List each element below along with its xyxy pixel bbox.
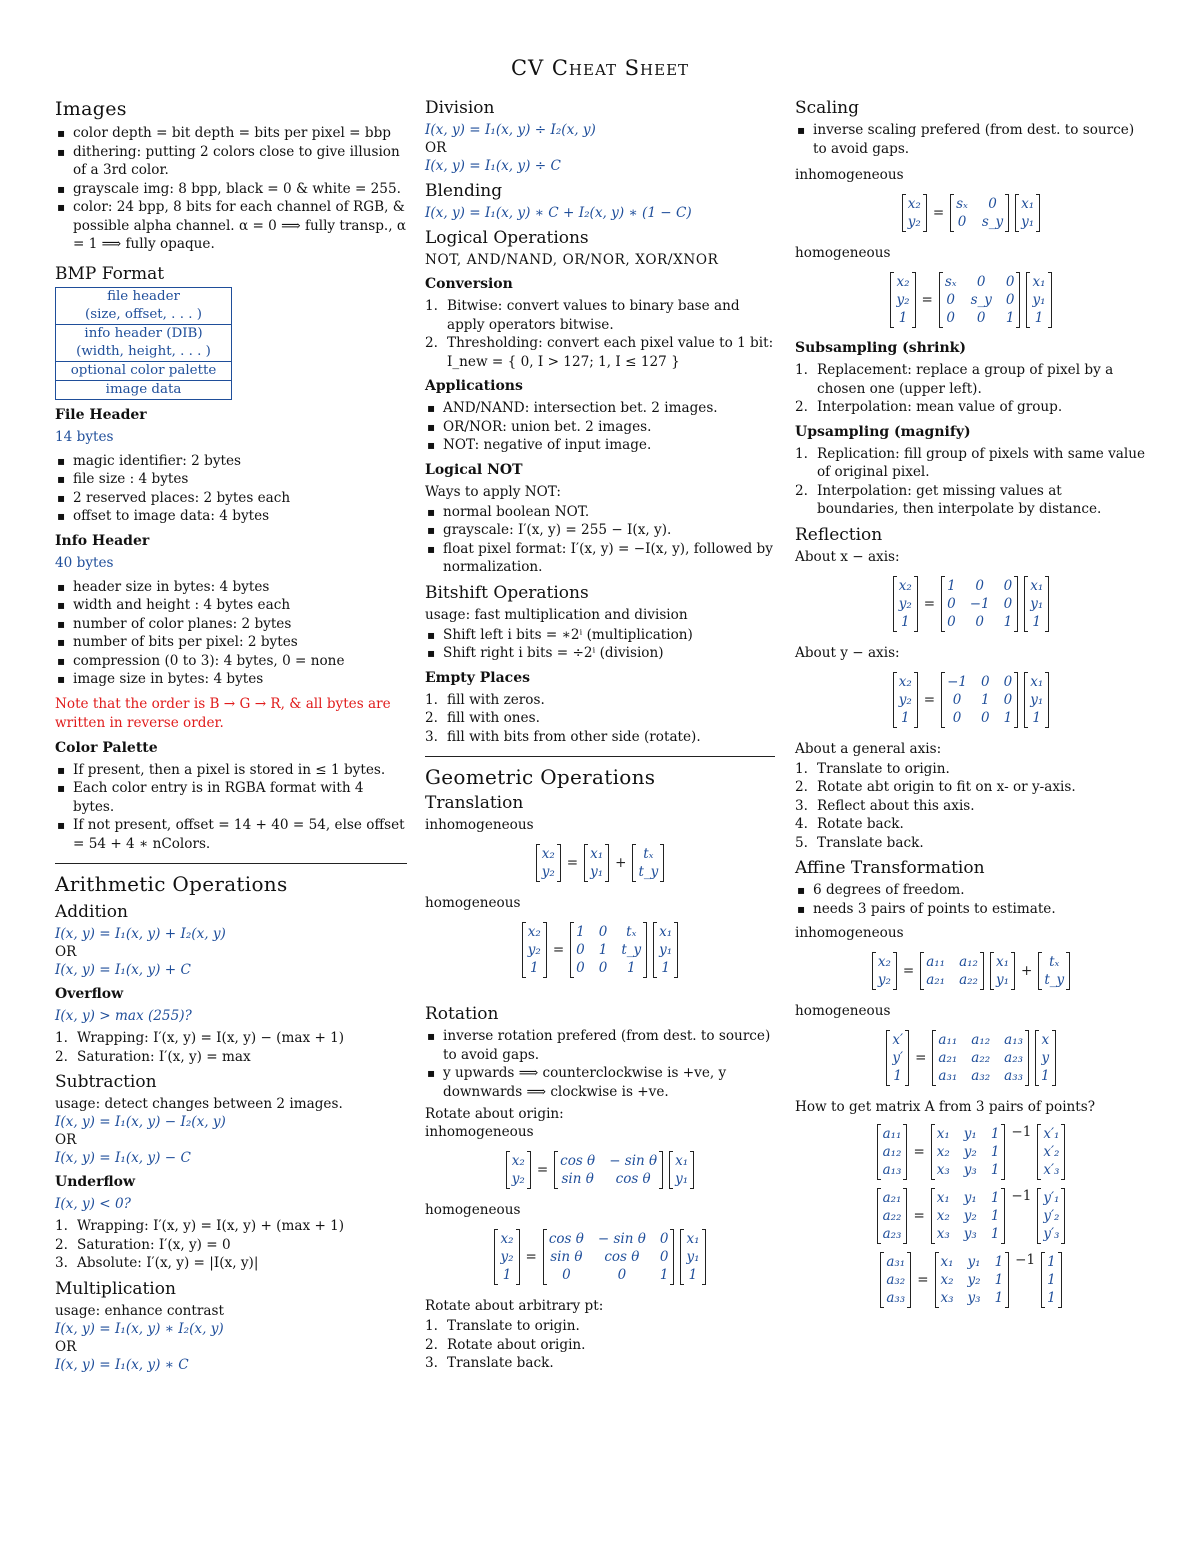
list-item: ▪ number of color planes: 2 bytes bbox=[73, 615, 407, 634]
equation: I(x, y) = I₁(x, y) ÷ I₂(x, y) bbox=[425, 122, 596, 138]
bmp-info-header-box: info header (DIB) (width, height, . . . ) bbox=[56, 325, 231, 362]
equation: I(x, y) = I₁(x, y) ∗ C + I₂(x, y) ∗ (1 − C) bbox=[425, 205, 692, 221]
column-2 bbox=[425, 98, 775, 1377]
homogeneous-label: homogeneous bbox=[795, 245, 891, 261]
equation: I(x, y) = I₁(x, y) + C bbox=[55, 962, 191, 978]
or-text: OR bbox=[55, 1132, 77, 1148]
list-item: ▪ inverse rotation prefered (from dest. to source) to avoid gaps. bbox=[443, 1027, 775, 1064]
paragraph-heading: Color Palette bbox=[55, 739, 158, 756]
subsection-heading: Logical Operations bbox=[425, 228, 589, 248]
reflection-x-equation: x₂ y₂ 1 = 1 0 0 0 −1 0 0 0 1 x₁ y₁ 1 bbox=[795, 576, 1147, 632]
equation: I(x, y) = I₁(x, y) ÷ C bbox=[425, 158, 561, 174]
list-item: 2. Rotate abt origin to fit on x- or y-axis. bbox=[795, 779, 1076, 795]
affine-homogeneous-equation: x′ y′ 1 = a₁₁ a₁₂ a₁₃ a₂₁ a₂₂ a₂₃ a₃₁ a₃₂ a₃₃ x y 1 bbox=[795, 1030, 1147, 1086]
list-item: 3. Translate back. bbox=[425, 1355, 554, 1371]
howto-text: How to get matrix A from 3 pairs of points? bbox=[795, 1099, 1096, 1115]
rotation-steps-list bbox=[425, 1317, 775, 1373]
reflection-y-equation: x₂ y₂ 1 = −1 0 0 0 1 0 0 0 1 x₁ y₁ 1 bbox=[795, 672, 1147, 728]
list-item: ▪ offset to image data: 4 bytes bbox=[73, 507, 407, 526]
list-item: 1. Wrapping: I′(x, y) = I(x, y) + (max + 1) bbox=[55, 1218, 345, 1234]
inhomogeneous-label: inhomogeneous bbox=[425, 1124, 534, 1140]
affine-solve-row2: a₂₁ a₂₂ a₂₃ = x₁ y₁ 1 x₂ y₂ 1 x₃ y₃ 1 −1 y′₁ y′₂ y′₃ bbox=[795, 1188, 1147, 1244]
scaling-inhomogeneous-equation: x₂ y₂ = sₓ 0 0 s_y x₁ y₁ bbox=[795, 194, 1147, 232]
bmp-palette-box: optional color palette bbox=[56, 362, 231, 381]
bmp-file-header-box: file header (size, offset, . . . ) bbox=[56, 288, 231, 325]
equation: I(x, y) = I₁(x, y) ∗ C bbox=[55, 1356, 189, 1373]
list-item: 1. Translate to origin. bbox=[795, 760, 950, 777]
list-item: ▪ needs 3 pairs of points to estimate. bbox=[813, 900, 1147, 919]
list-item: 3. fill with bits from other side (rotate). bbox=[425, 728, 701, 745]
divider bbox=[425, 756, 775, 757]
or-text: OR bbox=[55, 944, 77, 960]
subsampling-list bbox=[795, 361, 1147, 417]
list-item: ▪ 2 reserved places: 2 bytes each bbox=[73, 489, 407, 508]
overflow-list bbox=[55, 1029, 407, 1066]
subsection-heading: Reflection bbox=[795, 524, 883, 545]
rotation-inhomogeneous-equation: x₂ y₂ = cos θ − sin θ sin θ cos θ x₁ y₁ bbox=[425, 1151, 775, 1189]
list-item: ▪ dithering: putting 2 colors close to give illusion of a 3rd color. bbox=[73, 143, 407, 180]
column-1 bbox=[55, 98, 407, 1374]
page-title: CV Cheat Sheet bbox=[510, 56, 690, 80]
list-item: ▪ float pixel format: I′(x, y) = −I(x, y), followed by normalization. bbox=[443, 540, 775, 577]
subsection-heading: Rotation bbox=[425, 1004, 499, 1024]
usage-text: usage: detect changes between 2 images. bbox=[55, 1096, 343, 1112]
subsection-heading: Division bbox=[425, 98, 495, 118]
paragraph-heading: Logical NOT bbox=[425, 461, 523, 478]
subsection-heading: BMP Format bbox=[55, 263, 165, 284]
rotation-homogeneous-equation: x₂ y₂ 1 = cos θ − sin θ 0 sin θ cos θ 0 0 0 1 x₁ y₁ 1 bbox=[425, 1229, 775, 1285]
rotation-list bbox=[425, 1027, 775, 1101]
subsection-heading: Subtraction bbox=[55, 1072, 157, 1092]
reflection-x-label: About x − axis: bbox=[795, 548, 900, 565]
list-item: ▪ If not present, offset = 14 + 40 = 54, else offset = 54 + 4 ∗ nColors. bbox=[73, 816, 407, 853]
empty-places-list bbox=[425, 691, 775, 747]
bmp-format-diagram bbox=[55, 287, 232, 400]
reflection-steps-list bbox=[795, 760, 1147, 853]
list-item: 2. Rotate about origin. bbox=[425, 1336, 586, 1353]
applications-list bbox=[425, 399, 775, 455]
list-item: ▪ inverse scaling prefered (from dest. to source) to avoid gaps. bbox=[813, 121, 1147, 158]
paragraph-heading: Underflow bbox=[55, 1174, 136, 1190]
inhomogeneous-label: inhomogeneous bbox=[795, 167, 904, 183]
list-item: 1. Translate to origin. bbox=[425, 1318, 580, 1334]
inhomogeneous-label: inhomogeneous bbox=[425, 817, 534, 833]
list-item: ▪ compression (0 to 3): 4 bytes, 0 = none bbox=[73, 652, 407, 671]
list-item: ▪ file size : 4 bytes bbox=[73, 470, 407, 489]
list-item: ▪ OR/NOR: union bet. 2 images. bbox=[443, 418, 775, 437]
info-header-bytes: 40 bytes bbox=[55, 554, 114, 571]
list-item: 1. fill with zeros. bbox=[425, 691, 545, 708]
file-header-bytes: 14 bytes bbox=[55, 428, 114, 445]
subsection-heading: Bitshift Operations bbox=[425, 582, 589, 603]
list-item: ▪ image size in bytes: 4 bytes bbox=[73, 670, 407, 689]
underflow-list bbox=[55, 1217, 407, 1273]
subsection-heading: Multiplication bbox=[55, 1278, 176, 1299]
subsection-heading: Affine Transformation bbox=[795, 858, 985, 878]
inhomogeneous-label: inhomogeneous bbox=[795, 925, 904, 941]
equation: I(x, y) = I₁(x, y) + I₂(x, y) bbox=[55, 926, 226, 942]
reflection-general-label: About a general axis: bbox=[795, 740, 942, 757]
list-item: ▪ If present, then a pixel is stored in ≤ 1 bytes. bbox=[73, 761, 407, 780]
or-text: OR bbox=[55, 1338, 77, 1355]
affine-solve-row1: a₁₁ a₁₂ a₁₃ = x₁ y₁ 1 x₂ y₂ 1 x₃ y₃ 1 −1 x′₁ x′₂ x′₃ bbox=[795, 1124, 1147, 1180]
list-item: ▪ y upwards ⟹ counterclockwise is +ve, y downwards ⟹ clockwise is +ve. bbox=[443, 1064, 775, 1101]
list-item: ▪ color: 24 bpp, 8 bits for each channel of RGB, & possible alpha channel. α = 0 ⟹ fully transp., α = 1 ⟹ fully opaque. bbox=[73, 198, 407, 254]
list-item: 3. Absolute: I′(x, y) = |I(x, y)| bbox=[55, 1255, 259, 1271]
list-item: ▪ AND/NAND: intersection bet. 2 images. bbox=[443, 399, 775, 418]
scaling-list bbox=[795, 121, 1147, 158]
equation: I(x, y) > max (255)? bbox=[55, 1008, 192, 1024]
equation: I(x, y) = I₁(x, y) − I₂(x, y) bbox=[55, 1114, 226, 1130]
subsection-heading: Scaling bbox=[795, 98, 860, 118]
equation: I(x, y) = I₁(x, y) ∗ I₂(x, y) bbox=[55, 1320, 224, 1337]
rotate-origin-label: Rotate about origin: bbox=[425, 1106, 564, 1122]
bitshift-list bbox=[425, 626, 775, 663]
list-item: ▪ header size in bytes: 4 bytes bbox=[73, 578, 407, 597]
reflection-y-label: About y − axis: bbox=[795, 644, 900, 661]
list-item: ▪ color depth = bit depth = bits per pixel = bbp bbox=[73, 124, 407, 143]
affine-solve-row3: a₃₁ a₃₂ a₃₃ = x₁ y₁ 1 x₂ y₂ 1 x₃ y₃ 1 −1 1 1 1 bbox=[795, 1252, 1147, 1308]
affine-list bbox=[795, 881, 1147, 918]
logic-list: NOT, AND/NAND, OR/NOR, XOR/XNOR bbox=[425, 252, 719, 268]
translation-homogeneous-equation: x₂ y₂ 1 = 1 0 tₓ 0 1 t_y 0 0 1 x₁ y₁ 1 bbox=[425, 922, 775, 978]
logical-not-list bbox=[425, 503, 775, 577]
paragraph-heading: Empty Places bbox=[425, 669, 530, 686]
rotate-arbitrary-label: Rotate about arbitrary pt: bbox=[425, 1298, 604, 1314]
divider bbox=[55, 863, 407, 864]
affine-inhomogeneous-equation: x₂ y₂ = a₁₁ a₁₂ a₂₁ a₂₂ x₁ y₁ + tₓ t_y bbox=[795, 952, 1147, 990]
list-item: 1. Replacement: replace a group of pixel by a chosen one (upper left). bbox=[795, 362, 1114, 397]
scaling-homogeneous-equation: x₂ y₂ 1 = sₓ 0 0 0 s_y 0 0 0 1 x₁ y₁ 1 bbox=[795, 272, 1147, 328]
list-item: ▪ number of bits per pixel: 2 bytes bbox=[73, 633, 407, 652]
bmp-image-data-box: image data bbox=[105, 381, 182, 397]
list-item: ▪ 6 degrees of freedom. bbox=[813, 881, 1147, 900]
conversion-list bbox=[425, 297, 775, 371]
list-item: ▪ grayscale img: 8 bpp, black = 0 & white = 255. bbox=[73, 180, 407, 199]
list-item: 1. Replication: fill group of pixels with same value of original pixel. bbox=[795, 445, 1146, 480]
subsection-heading: Translation bbox=[425, 793, 524, 813]
section-heading: Geometric Operations bbox=[425, 765, 656, 789]
list-item: ▪ Shift right i bits = ÷2ⁱ (division) bbox=[443, 644, 775, 663]
images-list bbox=[55, 124, 407, 254]
paragraph-heading: Applications bbox=[425, 378, 523, 394]
byte-order-note: Note that the order is B → G → R, & all bytes are written in reverse order. bbox=[55, 695, 391, 731]
paragraph-heading: Overflow bbox=[55, 986, 124, 1002]
subsection-heading: Addition bbox=[55, 902, 128, 922]
file-header-list bbox=[55, 452, 407, 526]
column-3 bbox=[795, 98, 1147, 1316]
list-item: 1. Bitwise: convert values to binary base and apply operators bitwise. bbox=[425, 298, 740, 333]
list-item: 2. Saturation: I′(x, y) = 0 bbox=[55, 1236, 231, 1253]
paragraph-heading: File Header bbox=[55, 406, 147, 423]
section-heading: Images bbox=[55, 98, 127, 120]
paragraph-heading: Subsampling (shrink) bbox=[795, 340, 966, 356]
list-item: 2. Thresholding: convert each pixel value to 1 bit: I_new = { 0, I > 127; 1, I ≤ 127 } bbox=[425, 335, 774, 370]
list-item: ▪ magic identifier: 2 bytes bbox=[73, 452, 407, 471]
list-item: ▪ grayscale: I′(x, y) = 255 − I(x, y). bbox=[443, 521, 775, 540]
list-item: 1. Wrapping: I′(x, y) = I(x, y) − (max + 1) bbox=[55, 1030, 345, 1046]
section-heading: Arithmetic Operations bbox=[55, 872, 288, 896]
upsampling-list bbox=[795, 445, 1147, 519]
list-item: 3. Reflect about this axis. bbox=[795, 797, 975, 814]
list-item: ▪ width and height : 4 bytes each bbox=[73, 596, 407, 615]
equation: I(x, y) = I₁(x, y) − C bbox=[55, 1150, 191, 1166]
usage-text: usage: enhance contrast bbox=[55, 1302, 224, 1319]
paragraph-heading: Info Header bbox=[55, 532, 150, 549]
paragraph-heading: Conversion bbox=[425, 276, 513, 292]
equation: I(x, y) < 0? bbox=[55, 1196, 131, 1212]
list-item: ▪ Shift left i bits = ∗2ⁱ (multiplication) bbox=[443, 626, 775, 645]
usage-text: usage: fast multiplication and division bbox=[425, 606, 688, 623]
homogeneous-label: homogeneous bbox=[425, 1202, 521, 1218]
list-item: 4. Rotate back. bbox=[795, 816, 904, 832]
list-item: ▪ normal boolean NOT. bbox=[443, 503, 775, 522]
list-item: ▪ Each color entry is in RGBA format with 4 bytes. bbox=[73, 779, 407, 816]
list-item: 2. Saturation: I′(x, y) = max bbox=[55, 1048, 251, 1065]
info-header-list bbox=[55, 578, 407, 689]
palette-list bbox=[55, 761, 407, 854]
list-item: 2. Interpolation: mean value of group. bbox=[795, 399, 1063, 415]
paragraph-heading: Upsampling (magnify) bbox=[795, 423, 971, 440]
homogeneous-label: homogeneous bbox=[795, 1003, 891, 1019]
homogeneous-label: homogeneous bbox=[425, 895, 521, 911]
subsection-heading: Blending bbox=[425, 181, 503, 201]
translation-inhomogeneous-equation: x₂ y₂ = x₁ y₁ + tₓ t_y bbox=[425, 844, 775, 882]
list-item: 2. Interpolation: get missing values at boundaries, then interpolate by distance. bbox=[795, 482, 1102, 517]
intro-text: Ways to apply NOT: bbox=[425, 483, 561, 500]
list-item: ▪ NOT: negative of input image. bbox=[443, 436, 775, 455]
list-item: 5. Translate back. bbox=[795, 834, 924, 851]
list-item: 2. fill with ones. bbox=[425, 710, 540, 726]
or-text: OR bbox=[425, 140, 447, 156]
